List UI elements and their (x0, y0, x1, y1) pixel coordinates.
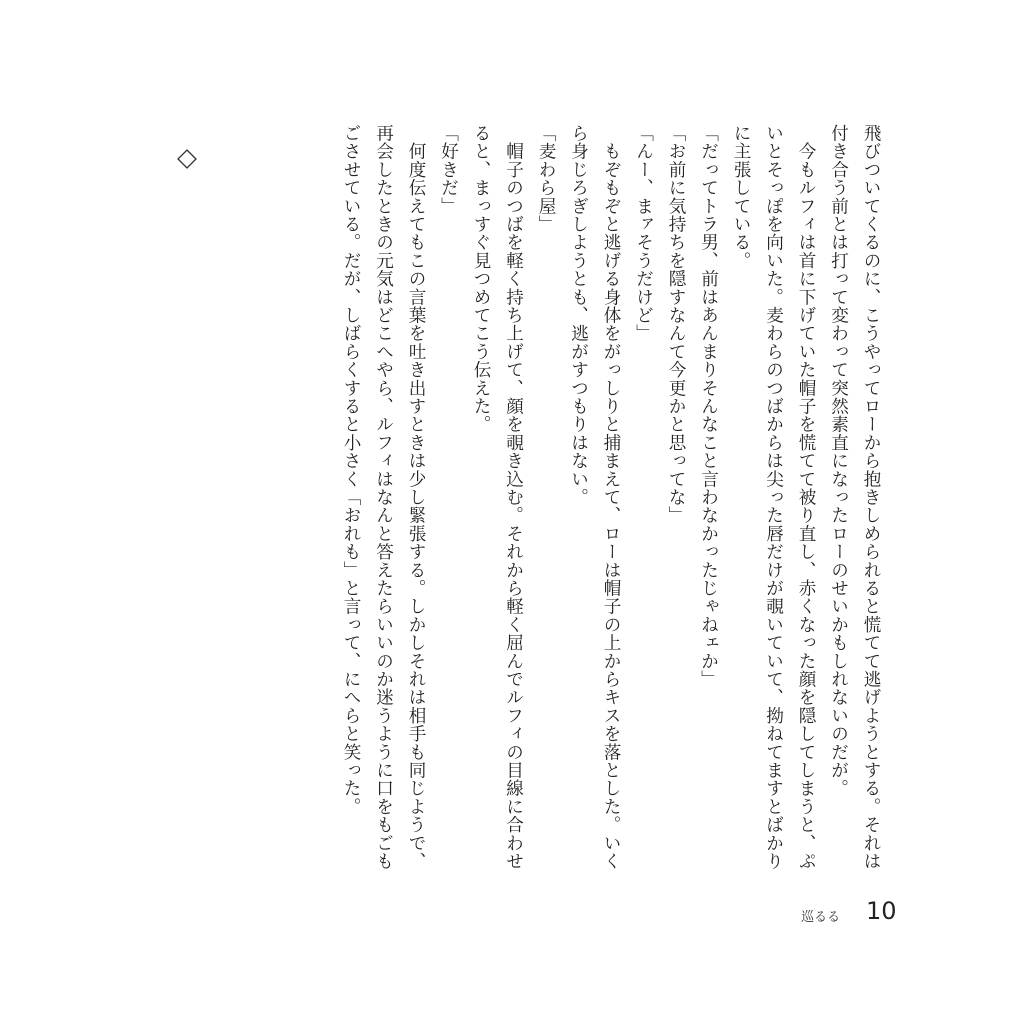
running-title: 巡るる (801, 910, 841, 925)
paragraph-3: 「だってトラ男、前はあんまりそんなこと言わなかったじゃねェか」 (698, 124, 719, 689)
paragraph-5: 「んー、まァそうだけど」 (633, 124, 654, 343)
paragraph-1: 飛びついてくるのに、こうやってローから抱きしめられると慌てて逃げようとする。それは付き合う前とは打って変わって突然素直になったローのせいかもしれないのだが。 (828, 124, 881, 871)
paragraph-4: 「お前に気持ちを隠すなんて今更かと思ってな」 (666, 124, 686, 525)
paragraph-6: もぞもぞと逃げる身体をがっしりと捕まえて、ローは帽子の上からキスを落とした。いくら身じろぎしようとも、逃がすつもりはない。 (568, 124, 621, 871)
paragraph-9: 「好きだ」 (438, 124, 459, 215)
paragraph-10: 何度伝えてもこの言葉を吐き出すときは少し緊張する。しかしそれは相手も同じようで、再会したときの元気はどこへやら、ルフィはなんと答えたらいいのか迷うように口をもごもごさせている。だが、しばらくすると小さく「おれも」と言って、にへらと笑った。 (341, 124, 426, 871)
paragraph-7: 「麦わら屋」 (536, 124, 556, 234)
body-text (335, 124, 888, 884)
paragraph-8: 帽子のつばを軽く持ち上げて、顔を覗き込む。それから軽く屈んでルフィの目線に合わせると、まっすぐ見つめてこう伝えた。 (471, 124, 524, 871)
page-number: 10 (866, 897, 897, 925)
paragraph-2: 今もルフィは首に下げていた帽子を慌てて被り直し、赤くなった顔を隠してしまうと、ぷいとそっぽを向いた。麦わらのつばからは尖った唇だけが覗いていて、拗ねてますとばかりに主張している。 (731, 124, 816, 871)
diamond-outline-icon (176, 148, 198, 170)
